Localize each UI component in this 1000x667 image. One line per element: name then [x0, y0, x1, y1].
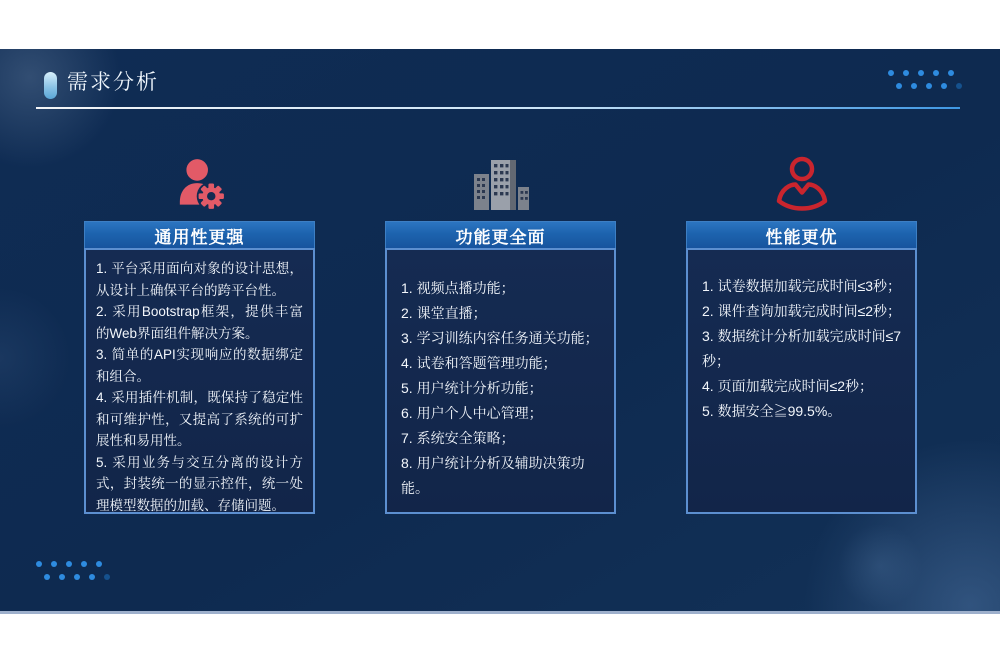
list-item: 5. 采用业务与交互分离的设计方式，封装统一的显示控件，统一处理模型数据的加载、存储问题。 [96, 454, 303, 513]
list-item: 5. 数据安全≧99.5%。 [702, 403, 842, 419]
dot-row [888, 70, 962, 76]
dot-icon-dim [956, 83, 962, 89]
dot-icon [51, 561, 57, 567]
dot-icon [59, 574, 65, 580]
list-item: 2. 采用Bootstrap框架，提供丰富的Web界面组件解决方案。 [96, 304, 303, 341]
dot-icon [74, 574, 80, 580]
card-body [385, 248, 616, 514]
list-item: 1. 试卷数据加载完成时间≤3秒； [702, 278, 902, 294]
card-body [84, 248, 315, 514]
column-performance [686, 153, 917, 514]
card-header [686, 221, 917, 248]
dot-row [44, 574, 110, 580]
card-header [84, 221, 315, 248]
user-outline-icon-svg [773, 155, 831, 213]
column-universality [84, 153, 315, 514]
dot-icon-dim [104, 574, 110, 580]
dot-icon [66, 561, 72, 567]
list-item: 3. 学习训练内容任务通关功能； [401, 330, 599, 346]
card-title: 功能更全面 [455, 227, 546, 247]
dot-icon [896, 83, 902, 89]
list-item: 3. 简单的API实现响应的数据绑定和组合。 [96, 347, 303, 384]
list-item: 4. 采用插件机制，既保持了稳定性和可维护性，又提高了系统的可扩展性和易用性。 [96, 390, 303, 448]
list-item: 8. 用户统计分析及辅助决策功能。 [401, 455, 585, 496]
list-item: 4. 试卷和答题管理功能； [401, 355, 557, 371]
page-title: 需求分析 [67, 71, 159, 94]
decor-dots-bottom-left [36, 561, 110, 580]
title-bullet-icon [44, 72, 57, 99]
card-universality [84, 221, 315, 514]
card-features [385, 221, 616, 514]
list-item: 4. 页面加载完成时间≤2秒； [702, 378, 874, 394]
dot-icon [911, 83, 917, 89]
title-underline [36, 107, 960, 109]
buildings-icon [385, 153, 616, 215]
decor-dots-top-right [888, 70, 962, 89]
dot-row [896, 83, 962, 89]
dot-icon [933, 70, 939, 76]
card-title: 通用性更强 [154, 227, 245, 247]
dot-icon [948, 70, 954, 76]
dot-icon [36, 561, 42, 567]
user-outline-icon [686, 153, 917, 215]
list-item: 1. 视频点播功能； [401, 280, 515, 296]
list-item: 5. 用户统计分析功能； [401, 380, 543, 396]
card-header [385, 221, 616, 248]
slide-background [0, 49, 1000, 614]
dot-icon [89, 574, 95, 580]
list-item: 2. 课堂直播； [401, 305, 487, 321]
dot-icon [926, 83, 932, 89]
list-item: 2. 课件查询加载完成时间≤2秒； [702, 303, 902, 319]
list-item: 6. 用户个人中心管理； [401, 405, 543, 421]
dot-icon [81, 561, 87, 567]
list-item: 3. 数据统计分析加载完成时间≤7秒； [702, 328, 902, 369]
list-item: 7. 系统安全策略； [401, 430, 515, 446]
dot-icon [888, 70, 894, 76]
card-performance [686, 221, 917, 514]
dot-row [36, 561, 110, 567]
list-item: 1. 平台采用面向对象的设计思想，从设计上确保平台的跨平台性。 [96, 261, 303, 298]
dot-icon [941, 83, 947, 89]
column-features [385, 153, 616, 514]
dot-icon [918, 70, 924, 76]
user-gear-icon [84, 153, 315, 215]
dot-icon [96, 561, 102, 567]
dot-icon [44, 574, 50, 580]
buildings-icon-svg [469, 154, 533, 214]
card-body [686, 248, 917, 514]
card-title: 性能更优 [765, 227, 838, 247]
dot-icon [903, 70, 909, 76]
user-gear-icon-svg [170, 154, 230, 214]
